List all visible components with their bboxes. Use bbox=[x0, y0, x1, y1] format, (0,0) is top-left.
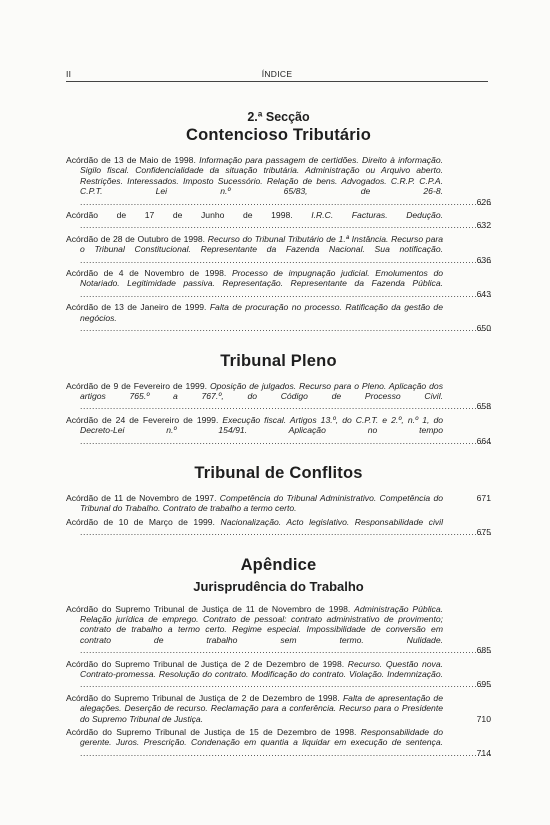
entry-page: 636 bbox=[476, 254, 491, 265]
entry-lead: Acórdão de 10 de Março de 1999. bbox=[66, 516, 221, 527]
entry-lead: Acórdão de 13 de Janeiro de 1999. bbox=[66, 302, 210, 313]
running-title: ÍNDICE bbox=[261, 69, 293, 79]
entry-lead: Acórdão de 9 de Fevereiro de 1999. bbox=[66, 380, 210, 391]
entry-page: 664 bbox=[476, 435, 491, 446]
index-entry bbox=[66, 234, 491, 265]
entry-page: 685 bbox=[476, 645, 491, 656]
entry-lead: Acórdão do Supremo Tribunal de Justiça de 2 de Dezembro de 1998. bbox=[66, 658, 348, 669]
entry-description: Recurso. Questão nova. Contrato-promessa. Resolução do contrato. Modificação do contrato. Violação. Indemnização. bbox=[80, 658, 443, 679]
entry-lead: Acórdão de 17 de Junho de 1998. bbox=[66, 210, 312, 221]
entry-description: Administração Pública. Relação jurídica de emprego. Contrato de pessoal: contrato administrativo de provimento; contrato de trabalho a termo certo. Regime especial. Impossibilidade de conversão em contrato de trabalho sem termo. Nulidade. bbox=[80, 603, 443, 645]
section-title-conflitos: Tribunal de Conflitos bbox=[194, 463, 363, 482]
entry-page: 695 bbox=[476, 679, 491, 690]
index-entry bbox=[66, 210, 491, 231]
entry-lead: Acórdão do Supremo Tribunal de Justiça de 2 de Dezembro de 1998. bbox=[66, 692, 343, 703]
entry-description: I.R.C. Facturas. Dedução. bbox=[311, 210, 443, 221]
index-entry bbox=[66, 155, 491, 207]
entry-page: 643 bbox=[476, 288, 491, 299]
entry-description: Processo de impugnação judicial. Emolumentos do Notariado. Legitimidade passiva. Representação. Representante da Fazenda Pública. bbox=[80, 268, 444, 289]
index-entry bbox=[66, 693, 491, 724]
index-entry bbox=[66, 415, 491, 446]
entry-page: 650 bbox=[476, 323, 491, 334]
entry-description: Nacionalização. Acto legislativo. Responsabilidade civil bbox=[220, 516, 443, 527]
index-entry bbox=[66, 493, 491, 514]
entry-page: 658 bbox=[476, 401, 491, 412]
entry-description: Falta de apresentação de alegações. Deserção de recurso. Reclamação para a conferência. Recurso para o Presidente do Supremo Tribunal de Justiça. bbox=[80, 692, 443, 724]
entry-page: 714 bbox=[476, 747, 491, 758]
entry-list-conflitos bbox=[66, 493, 491, 538]
index-entry bbox=[66, 381, 491, 412]
entry-lead: Acórdão do Supremo Tribunal de Justiça de 15 de Dezembro de 1998. bbox=[66, 727, 361, 738]
entry-description: Oposição de julgados. Recurso para o Pleno. Aplicação dos artigos 765.º a 767.º, do Código de Processo Civil. bbox=[80, 380, 443, 401]
section-subtitle: 2.ª Secção bbox=[247, 110, 310, 124]
index-content bbox=[66, 110, 491, 761]
entry-list-apendice bbox=[66, 604, 491, 759]
entry-page: 710 bbox=[476, 713, 491, 724]
entry-lead: Acórdão de 4 de Novembro de 1998. bbox=[66, 268, 232, 279]
index-entry bbox=[66, 302, 491, 333]
entry-page: 675 bbox=[476, 527, 491, 538]
entry-page: 626 bbox=[476, 196, 491, 207]
section-title-pleno: Tribunal Pleno bbox=[220, 351, 337, 370]
entry-page: 671 bbox=[476, 492, 491, 503]
entry-list-pleno bbox=[66, 381, 491, 446]
entry-lead: Acórdão de 24 de Fevereiro de 1999. bbox=[66, 414, 223, 425]
entry-list-contencioso bbox=[66, 155, 491, 334]
section-title-apendice: Apêndice bbox=[240, 555, 317, 574]
index-entry bbox=[66, 659, 491, 690]
entry-description: Recurso do Tribunal Tributário de 1.ª Instância. Recurso para o Tribunal Constitucional. Representante da Fazenda Nacional. Sua notificação. bbox=[80, 233, 444, 255]
entry-lead: Acórdão de 13 de Maio de 1998. bbox=[66, 155, 200, 165]
index-entry bbox=[66, 604, 491, 656]
index-entry bbox=[66, 727, 491, 758]
entry-lead: Acórdão de 28 de Outubro de 1998. bbox=[66, 233, 208, 244]
entry-page: 632 bbox=[476, 220, 491, 231]
entry-lead: Acórdão de 11 de Novembro de 1997. bbox=[66, 492, 220, 503]
entry-description: Informação para passagem de certidões. Direito à informação. Sigilo fiscal. Confidencialidade da situação tributária. Administração ou Arquivo aberto. Restrições. Interessados. Imposto Sucessório. Relação de bens. Advogados. C.R.P. C.P.A. C.P.T. Lei n.º 65/83, de 26-8. bbox=[80, 155, 443, 197]
entry-description: Execução fiscal. Artigos 13.º, do C.P.T. e 2.º, n.º 1, do Decreto-Lei n.º 154/91. Aplicação no tempo bbox=[80, 414, 443, 436]
section-title-contencioso: Contencioso Tributário bbox=[186, 126, 371, 144]
section-subtitle-jurisprudencia: Jurisprudência do Trabalho bbox=[193, 578, 364, 594]
running-head bbox=[66, 69, 488, 82]
index-entry bbox=[66, 517, 491, 538]
entry-lead: Acórdão do Supremo Tribunal de Justiça de 11 de Novembro de 1998. bbox=[66, 603, 355, 614]
entry-description: Competência do Tribunal Administrativo. Competência do Tribunal do Trabalho. Contrato de trabalho a termo certo. bbox=[80, 492, 443, 514]
entry-description: Falta de procuração no processo. Ratificação da gestão de negócios. bbox=[80, 302, 443, 323]
entry-description: Responsabilidade do gerente. Juros. Prescrição. Condenação em quantia a liquidar em execução de sentença. bbox=[80, 727, 443, 748]
index-entry bbox=[66, 268, 491, 299]
page-number: II bbox=[66, 69, 72, 79]
